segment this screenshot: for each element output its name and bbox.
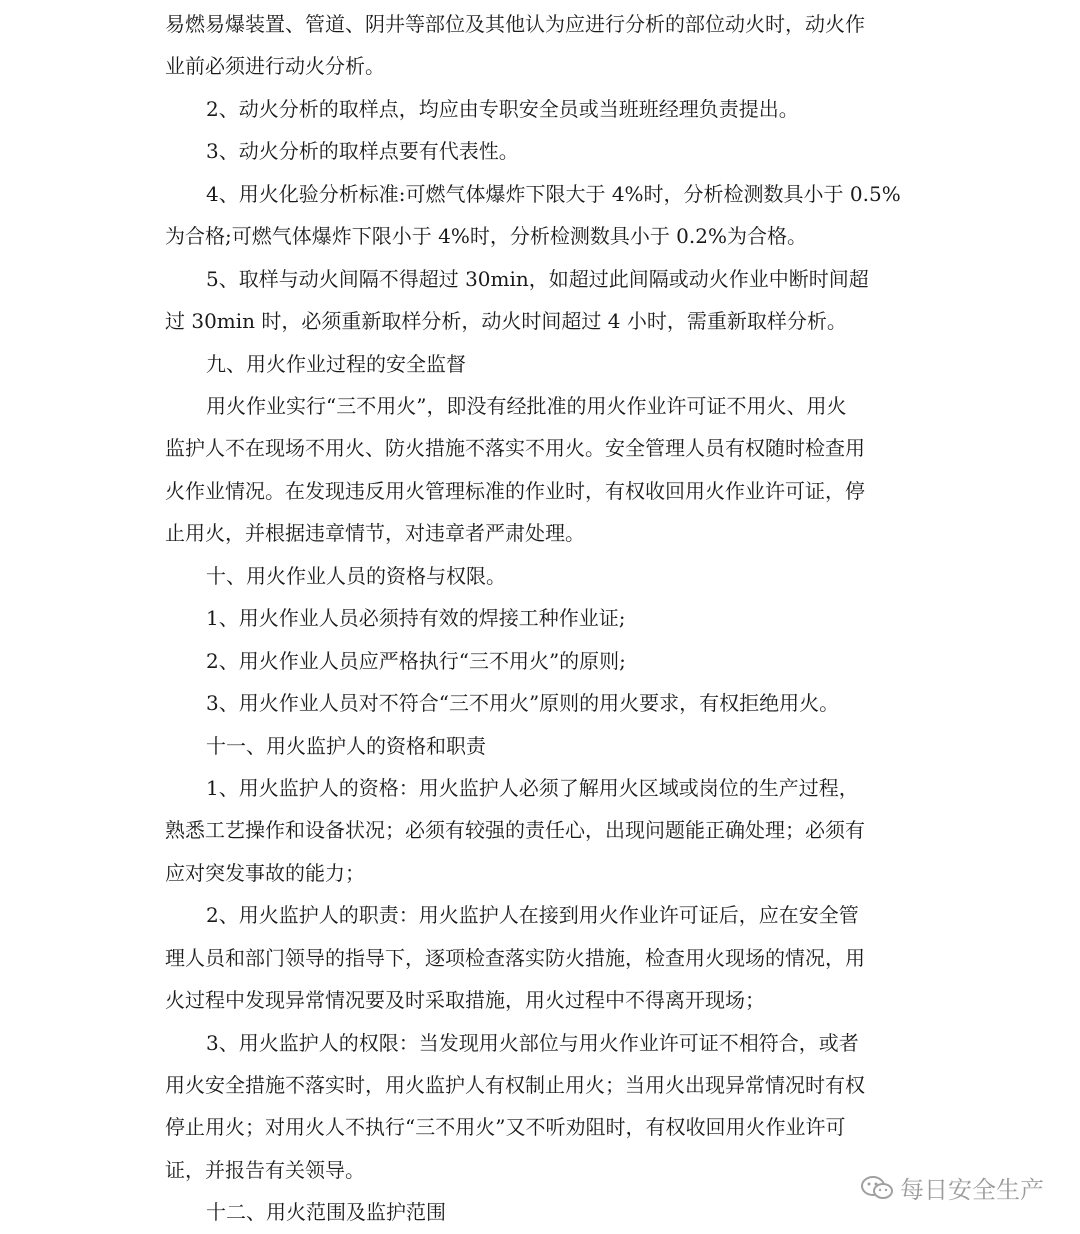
watermark-text: 每日安全生产 — [900, 1176, 1044, 1204]
text-line: 1、用火作业人员必须持有效的焊接工种作业证; — [206, 606, 626, 630]
text-line: 火过程中发现异常情况要及时采取措施，用火过程中不得离开现场； — [165, 988, 765, 1012]
text-line: 用火安全措施不落实时，用火监护人有权制止用火；当用火出现异常情况时有权 — [165, 1073, 865, 1097]
text-line: 用火作业实行“三不用火”，即没有经批准的用火作业许可证不用火、用火 — [206, 394, 847, 418]
section-heading: 十一、用火监护人的资格和职责 — [206, 734, 486, 758]
text-line: 3、动火分析的取样点要有代表性。 — [206, 139, 519, 163]
text-line: 3、用火作业人员对不符合“三不用火”原则的用火要求，有权拒绝用火。 — [206, 691, 840, 715]
text-line: 3、用火监护人的权限：当发现用火部位与用火作业许可证不相符合，或者 — [206, 1031, 859, 1055]
text-line: 应对突发事故的能力； — [165, 861, 365, 885]
text-line: 2、动火分析的取样点，均应由专职安全员或当班班经理负责提出。 — [206, 97, 799, 121]
text-line: 2、用火监护人的职责：用火监护人在接到用火作业许可证后，应在安全管 — [206, 903, 859, 927]
text-line: 监护人不在现场不用火、防火措施不落实不用火。安全管理人员有权随时检查用 — [165, 436, 865, 460]
section-heading: 十、用火作业人员的资格与权限。 — [206, 564, 506, 588]
text-line: 5、取样与动火间隔不得超过 30min，如超过此间隔或动火作业中断时间超 — [206, 267, 869, 291]
text-line: 4、用火化验分析标准:可燃气体爆炸下限大于 4%时，分析检测数具小于 0.5% — [206, 182, 901, 206]
text-line: 2、用火作业人员应严格执行“三不用火”的原则; — [206, 649, 626, 673]
text-line: 1、用火监护人的资格：用火监护人必须了解用火区域或岗位的生产过程， — [206, 776, 859, 800]
text-line: 理人员和部门领导的指导下，逐项检查落实防火措施，检查用火现场的情况，用 — [165, 946, 865, 970]
text-line: 为合格;可燃气体爆炸下限小于 4%时，分析检测数具小于 0.2%为合格。 — [165, 224, 807, 248]
text-line: 火作业情况。在发现违反用火管理标准的作业时，有权收回用火作业许可证，停 — [165, 479, 865, 503]
text-line: 熟悉工艺操作和设备状况；必须有较强的责任心，出现问题能正确处理；必须有 — [165, 818, 865, 842]
text-line: 停止用火；对用火人不执行“三不用火”又不听劝阻时，有权收回用火作业许可 — [165, 1115, 846, 1139]
text-line: 过 30min 时，必须重新取样分析，动火时间超过 4 小时，需重新取样分析。 — [165, 309, 847, 333]
text-line: 易燃易爆装置、管道、阴井等部位及其他认为应进行分析的部位动火时，动火作 — [165, 12, 865, 36]
text-line: 业前必须进行动火分析。 — [165, 54, 385, 78]
wechat-icon — [860, 1175, 894, 1201]
watermark — [860, 1170, 1044, 1205]
text-line: 证，并报告有关领导。 — [165, 1158, 365, 1182]
section-heading: 九、用火作业过程的安全监督 — [206, 352, 466, 376]
text-line: 止用火，并根据违章情节，对违章者严肃处理。 — [165, 521, 585, 545]
section-heading: 十二、用火范围及监护范围 — [206, 1200, 446, 1224]
